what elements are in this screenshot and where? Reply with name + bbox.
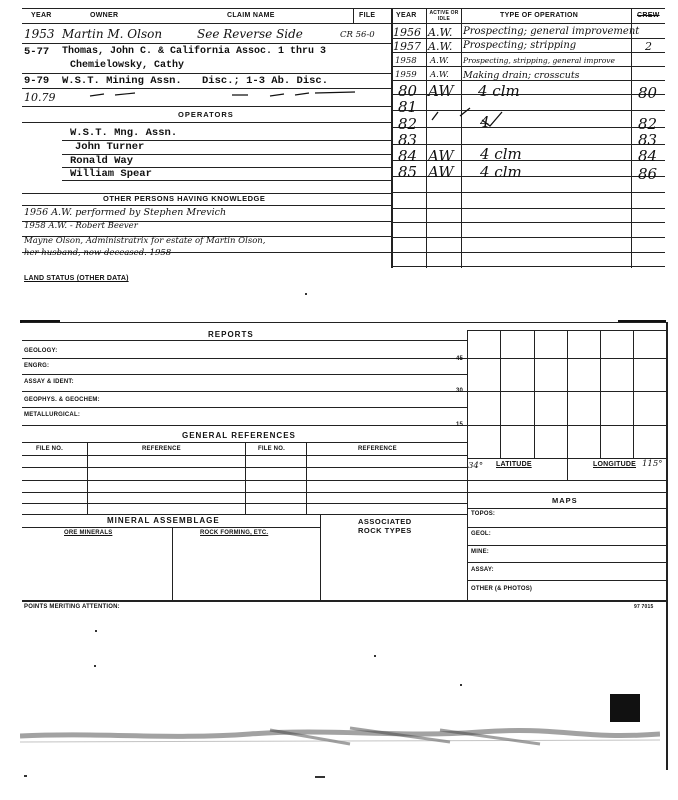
op-row-1-year: 1956 <box>393 26 421 39</box>
operator-3: Ronald Way <box>70 155 134 167</box>
maps-topos: TOPOS: <box>471 511 496 517</box>
operator-2: John Turner <box>75 141 145 153</box>
mineral-assemblage-title: MINERAL ASSEMBLAGE <box>107 516 220 525</box>
owner-row-2-year: 5-77 <box>24 46 50 58</box>
knowledge-line-4: her husband, now deceased. 1958 <box>24 248 172 258</box>
points-meriting-attention: POINTS MERITING ATTENTION: <box>24 604 120 610</box>
op-row-1-type: Prospecting; general improvement <box>463 26 640 37</box>
op-row-3-status: A.W. <box>430 56 449 66</box>
op-row-10-status: AW <box>428 163 454 181</box>
op-row-3-year: 1958 <box>395 56 417 66</box>
op-row-9-crew: 84 <box>638 147 658 165</box>
owner-row-3-owner: Chemielowsky, Cathy <box>70 60 185 71</box>
op-row-4-type: Making drain; crosscuts <box>463 70 580 81</box>
latitude-label: LATITUDE <box>496 461 532 468</box>
ditto-marks <box>60 88 360 104</box>
owner-row-1-file: CR 56-0 <box>340 30 375 40</box>
header-type-of-operation: TYPE OF OPERATION <box>500 12 579 19</box>
header-owner: OWNER <box>90 12 119 19</box>
maps-mine: MINE: <box>471 549 489 555</box>
op-row-5-crew: 80 <box>638 84 658 102</box>
op-row-10-crew: 86 <box>638 165 658 183</box>
report-assay: ASSAY & IDENT: <box>24 379 74 385</box>
knowledge-line-2: 1958 A.W. - Robert Beever <box>24 221 138 231</box>
knowledge-line-1: 1956 A.W. performed by Stephen Mrevich <box>24 207 227 218</box>
owner-row-4-claim: Disc.; 1-3 Ab. Disc. <box>202 75 329 87</box>
knowledge-line-3: Mayne Olson, Administratrix for estate of Martin Olson, <box>24 236 266 246</box>
ref-col-file-no-2: FILE NO. <box>258 446 285 452</box>
op-row-10-year: 85 <box>398 163 418 181</box>
header-active-idle: ACTIVE OR IDLE <box>429 10 459 22</box>
ref-col-file-no-1: FILE NO. <box>36 446 63 452</box>
op-row-2-crew: 2 <box>645 40 652 53</box>
side-number-30: 30 <box>456 388 464 394</box>
op-row-1-status: A.W. <box>428 26 453 39</box>
header-claim-name: CLAIM NAME <box>227 12 275 19</box>
owner-row-4-year: 9-79 <box>24 75 50 87</box>
longitude-label: LONGITUDE <box>593 461 637 468</box>
op-row-5-status: AW <box>428 82 454 100</box>
op-row-8-crew: 83 <box>638 131 658 149</box>
report-geology: GEOLOGY: <box>24 348 58 354</box>
general-references-title: GENERAL REFERENCES <box>182 431 296 440</box>
op-row-2-year: 1957 <box>393 40 421 53</box>
owner-row-1-owner: Martin M. Olson <box>62 27 163 41</box>
operator-4: William Spear <box>70 168 152 180</box>
op-row-7-type: 4 <box>480 113 490 131</box>
land-status-label: LAND STATUS (OTHER DATA) <box>24 275 129 282</box>
maps-geol: GEOL: <box>471 531 491 537</box>
side-number-45: 45 <box>456 356 464 362</box>
owner-row-1-claim: See Reverse Side <box>197 27 303 41</box>
ref-col-reference-2: REFERENCE <box>358 446 397 452</box>
op-row-2-status: A.W. <box>428 40 453 53</box>
longitude-suffix: 115° <box>642 459 663 469</box>
maps-assay: ASSAY: <box>471 567 494 573</box>
op-row-7-year: 82 <box>398 115 418 133</box>
header-year-2: YEAR <box>396 12 417 19</box>
reports-title: REPORTS <box>208 330 254 339</box>
op-row-9-type: 4 clm <box>480 145 522 163</box>
rock-types-label: ROCK TYPES <box>358 526 412 535</box>
latitude-prefix: 34° <box>468 461 484 471</box>
owner-row-5-year: 10.79 <box>24 91 56 104</box>
op-row-8-year: 83 <box>398 131 418 149</box>
ditto-checkmarks <box>420 94 570 134</box>
report-geophys: GEOPHYS. & GEOCHEM: <box>24 397 100 403</box>
mineral-col-rock: ROCK FORMING, ETC. <box>200 530 269 536</box>
mineral-col-ore: ORE MINERALS <box>64 530 113 536</box>
operator-1: W.S.T. Mng. Assn. <box>70 127 178 139</box>
op-row-5-year: 80 <box>398 82 418 100</box>
report-engrg: ENGRG: <box>24 363 50 369</box>
op-row-10-type: 4 clm <box>480 163 522 181</box>
owner-row-2-owner: Thomas, John C. & California Assoc. 1 thru 3 <box>62 46 327 57</box>
header-crew: CREW <box>637 12 660 19</box>
maps-other: OTHER (& PHOTOS) <box>471 586 533 592</box>
knowledge-title: OTHER PERSONS HAVING KNOWLEDGE <box>103 194 266 203</box>
associated-label: ASSOCIATED <box>358 517 412 526</box>
header-year: YEAR <box>31 12 52 19</box>
op-row-7-crew: 82 <box>638 115 658 133</box>
header-file: FILE <box>359 12 376 19</box>
report-metallurgical: METALLURGICAL: <box>24 412 81 418</box>
owner-row-1-year: 1953 <box>24 27 55 41</box>
ref-col-reference-1: REFERENCE <box>142 446 181 452</box>
op-row-4-status: A.W. <box>430 70 449 80</box>
scan-streak <box>20 722 660 752</box>
owner-row-4-owner: W.S.T. Mining Assn. <box>62 75 182 87</box>
form-number: 97 7015 <box>634 604 654 610</box>
op-row-6-year: 81 <box>398 98 418 116</box>
black-mark <box>610 694 640 722</box>
operators-title: OPERATORS <box>178 110 234 119</box>
op-row-5-type: 4 clm <box>478 82 520 100</box>
op-row-4-year: 1959 <box>395 70 417 80</box>
side-number-15: 15 <box>456 422 464 428</box>
op-row-9-status: AW <box>428 147 454 165</box>
op-row-9-year: 84 <box>398 147 418 165</box>
maps-title: MAPS <box>552 496 578 505</box>
op-row-3-type: Prospecting, stripping, general improve <box>463 56 615 65</box>
op-row-2-type: Prospecting; stripping <box>463 40 577 51</box>
